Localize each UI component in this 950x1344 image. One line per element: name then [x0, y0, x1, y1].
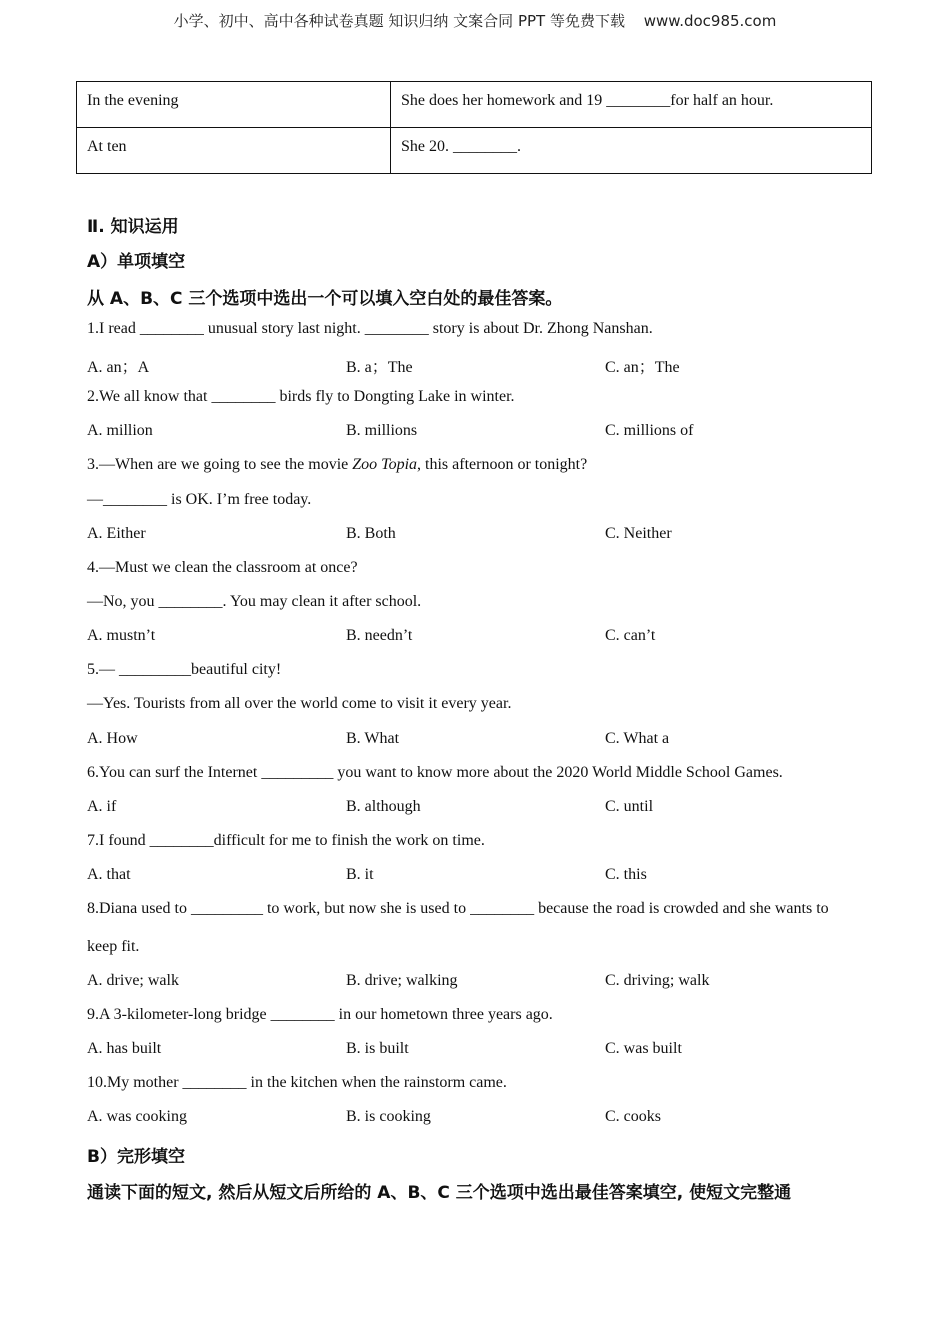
question-8-stem-cont: keep fit.: [87, 938, 140, 955]
option-c: C. can’t: [605, 627, 656, 644]
schedule-time-cell: In the evening: [77, 82, 391, 128]
option-b: B. it: [346, 866, 374, 883]
question-9-stem: 9.A 3-kilometer-long bridge ________ in our hometown three years ago.: [87, 1006, 553, 1023]
part-a-instruction: 从 A、B、C 三个选项中选出一个可以填入空白处的最佳答案。: [87, 289, 563, 309]
part-a-title: A）单项填空: [87, 252, 186, 272]
question-1-options: [87, 354, 877, 374]
question-1-stem: 1.I read ________ unusual story last night. ________ story is about Dr. Zhong Nanshan.: [87, 320, 653, 337]
option-b: B. a；The: [346, 359, 413, 376]
option-b: B. is built: [346, 1040, 409, 1057]
option-c: C. Neither: [605, 525, 672, 542]
header-title: 小学、初中、高中各种试卷真题 知识归纳 文案合同 PPT 等免费下载: [173, 12, 625, 30]
option-c: C. an；The: [605, 359, 680, 376]
question-2-stem: 2.We all know that ________ birds fly to Dongting Lake in winter.: [87, 388, 515, 405]
part-b-instruction: 通读下面的短文, 然后从短文后所给的 A、B、C 三个选项中选出最佳答案填空, 使短文完整通: [87, 1183, 792, 1203]
schedule-activity-cell: She does her homework and 19 ________for half an hour.: [391, 82, 872, 128]
question-3-stem-post: , this afternoon or tonight?: [417, 456, 588, 473]
option-a: A. million: [87, 422, 153, 439]
schedule-time-cell: At ten: [77, 128, 391, 174]
section-title: Ⅱ. 知识运用: [87, 217, 179, 237]
option-c: C. until: [605, 798, 654, 815]
table-row: [77, 82, 872, 128]
question-10-options: [87, 1108, 877, 1128]
option-c: C. this: [605, 866, 647, 883]
question-3-stem-pre: 3.—When are we going to see the movie: [87, 456, 353, 473]
option-a: A. How: [87, 730, 138, 747]
option-a: A. drive; walk: [87, 972, 179, 989]
option-a: A. mustn’t: [87, 627, 156, 644]
question-2-options: [87, 422, 877, 442]
question-3-options: [87, 525, 877, 545]
question-4-options: [87, 627, 877, 647]
option-b: B. What: [346, 730, 400, 747]
question-3-reply: —________ is OK. I’m free today.: [87, 491, 312, 508]
option-c: C. cooks: [605, 1108, 661, 1125]
question-5-stem: 5.— _________beautiful city!: [87, 661, 282, 678]
option-c: C. driving; walk: [605, 972, 710, 989]
option-a: A. Either: [87, 525, 146, 542]
option-b: B. is cooking: [346, 1108, 431, 1125]
question-6-options: [87, 798, 877, 818]
header-site: www.doc985.com: [643, 12, 777, 30]
question-7-options: [87, 866, 877, 886]
question-3-stem: [87, 456, 587, 474]
schedule-activity-cell: She 20. ________.: [391, 128, 872, 174]
option-b: B. millions: [346, 422, 418, 439]
option-a: A. was cooking: [87, 1108, 187, 1125]
option-c: C. was built: [605, 1040, 682, 1057]
question-9-options: [87, 1040, 877, 1060]
question-10-stem: 10.My mother ________ in the kitchen when the rainstorm came.: [87, 1074, 507, 1091]
question-8-stem: 8.Diana used to _________ to work, but now she is used to ________ because the road is crowded and she wants to: [87, 900, 829, 917]
question-4-stem: 4.—Must we clean the classroom at once?: [87, 559, 358, 576]
part-b-title: B）完形填空: [87, 1147, 185, 1167]
question-8-options: [87, 972, 877, 992]
option-b: B. Both: [346, 525, 396, 542]
question-6-stem: 6.You can surf the Internet _________ you want to know more about the 2020 World Middle School Games.: [87, 764, 783, 781]
option-a: A. an；A: [87, 359, 150, 376]
option-b: B. drive; walking: [346, 972, 458, 989]
option-b: B. although: [346, 798, 421, 815]
table-row: [77, 128, 872, 174]
question-5-options: [87, 730, 877, 750]
page-header: [0, 10, 950, 31]
option-b: B. needn’t: [346, 627, 413, 644]
option-a: A. that: [87, 866, 131, 883]
schedule-table: [76, 81, 872, 174]
option-a: A. if: [87, 798, 117, 815]
question-5-reply: —Yes. Tourists from all over the world come to visit it every year.: [87, 695, 512, 712]
option-c: C. millions of: [605, 422, 694, 439]
option-c: C. What a: [605, 730, 670, 747]
movie-title: Zoo Topia: [352, 456, 418, 473]
question-4-reply: —No, you ________. You may clean it after school.: [87, 593, 422, 610]
option-a: A. has built: [87, 1040, 162, 1057]
question-7-stem: 7.I found ________difficult for me to finish the work on time.: [87, 832, 485, 849]
